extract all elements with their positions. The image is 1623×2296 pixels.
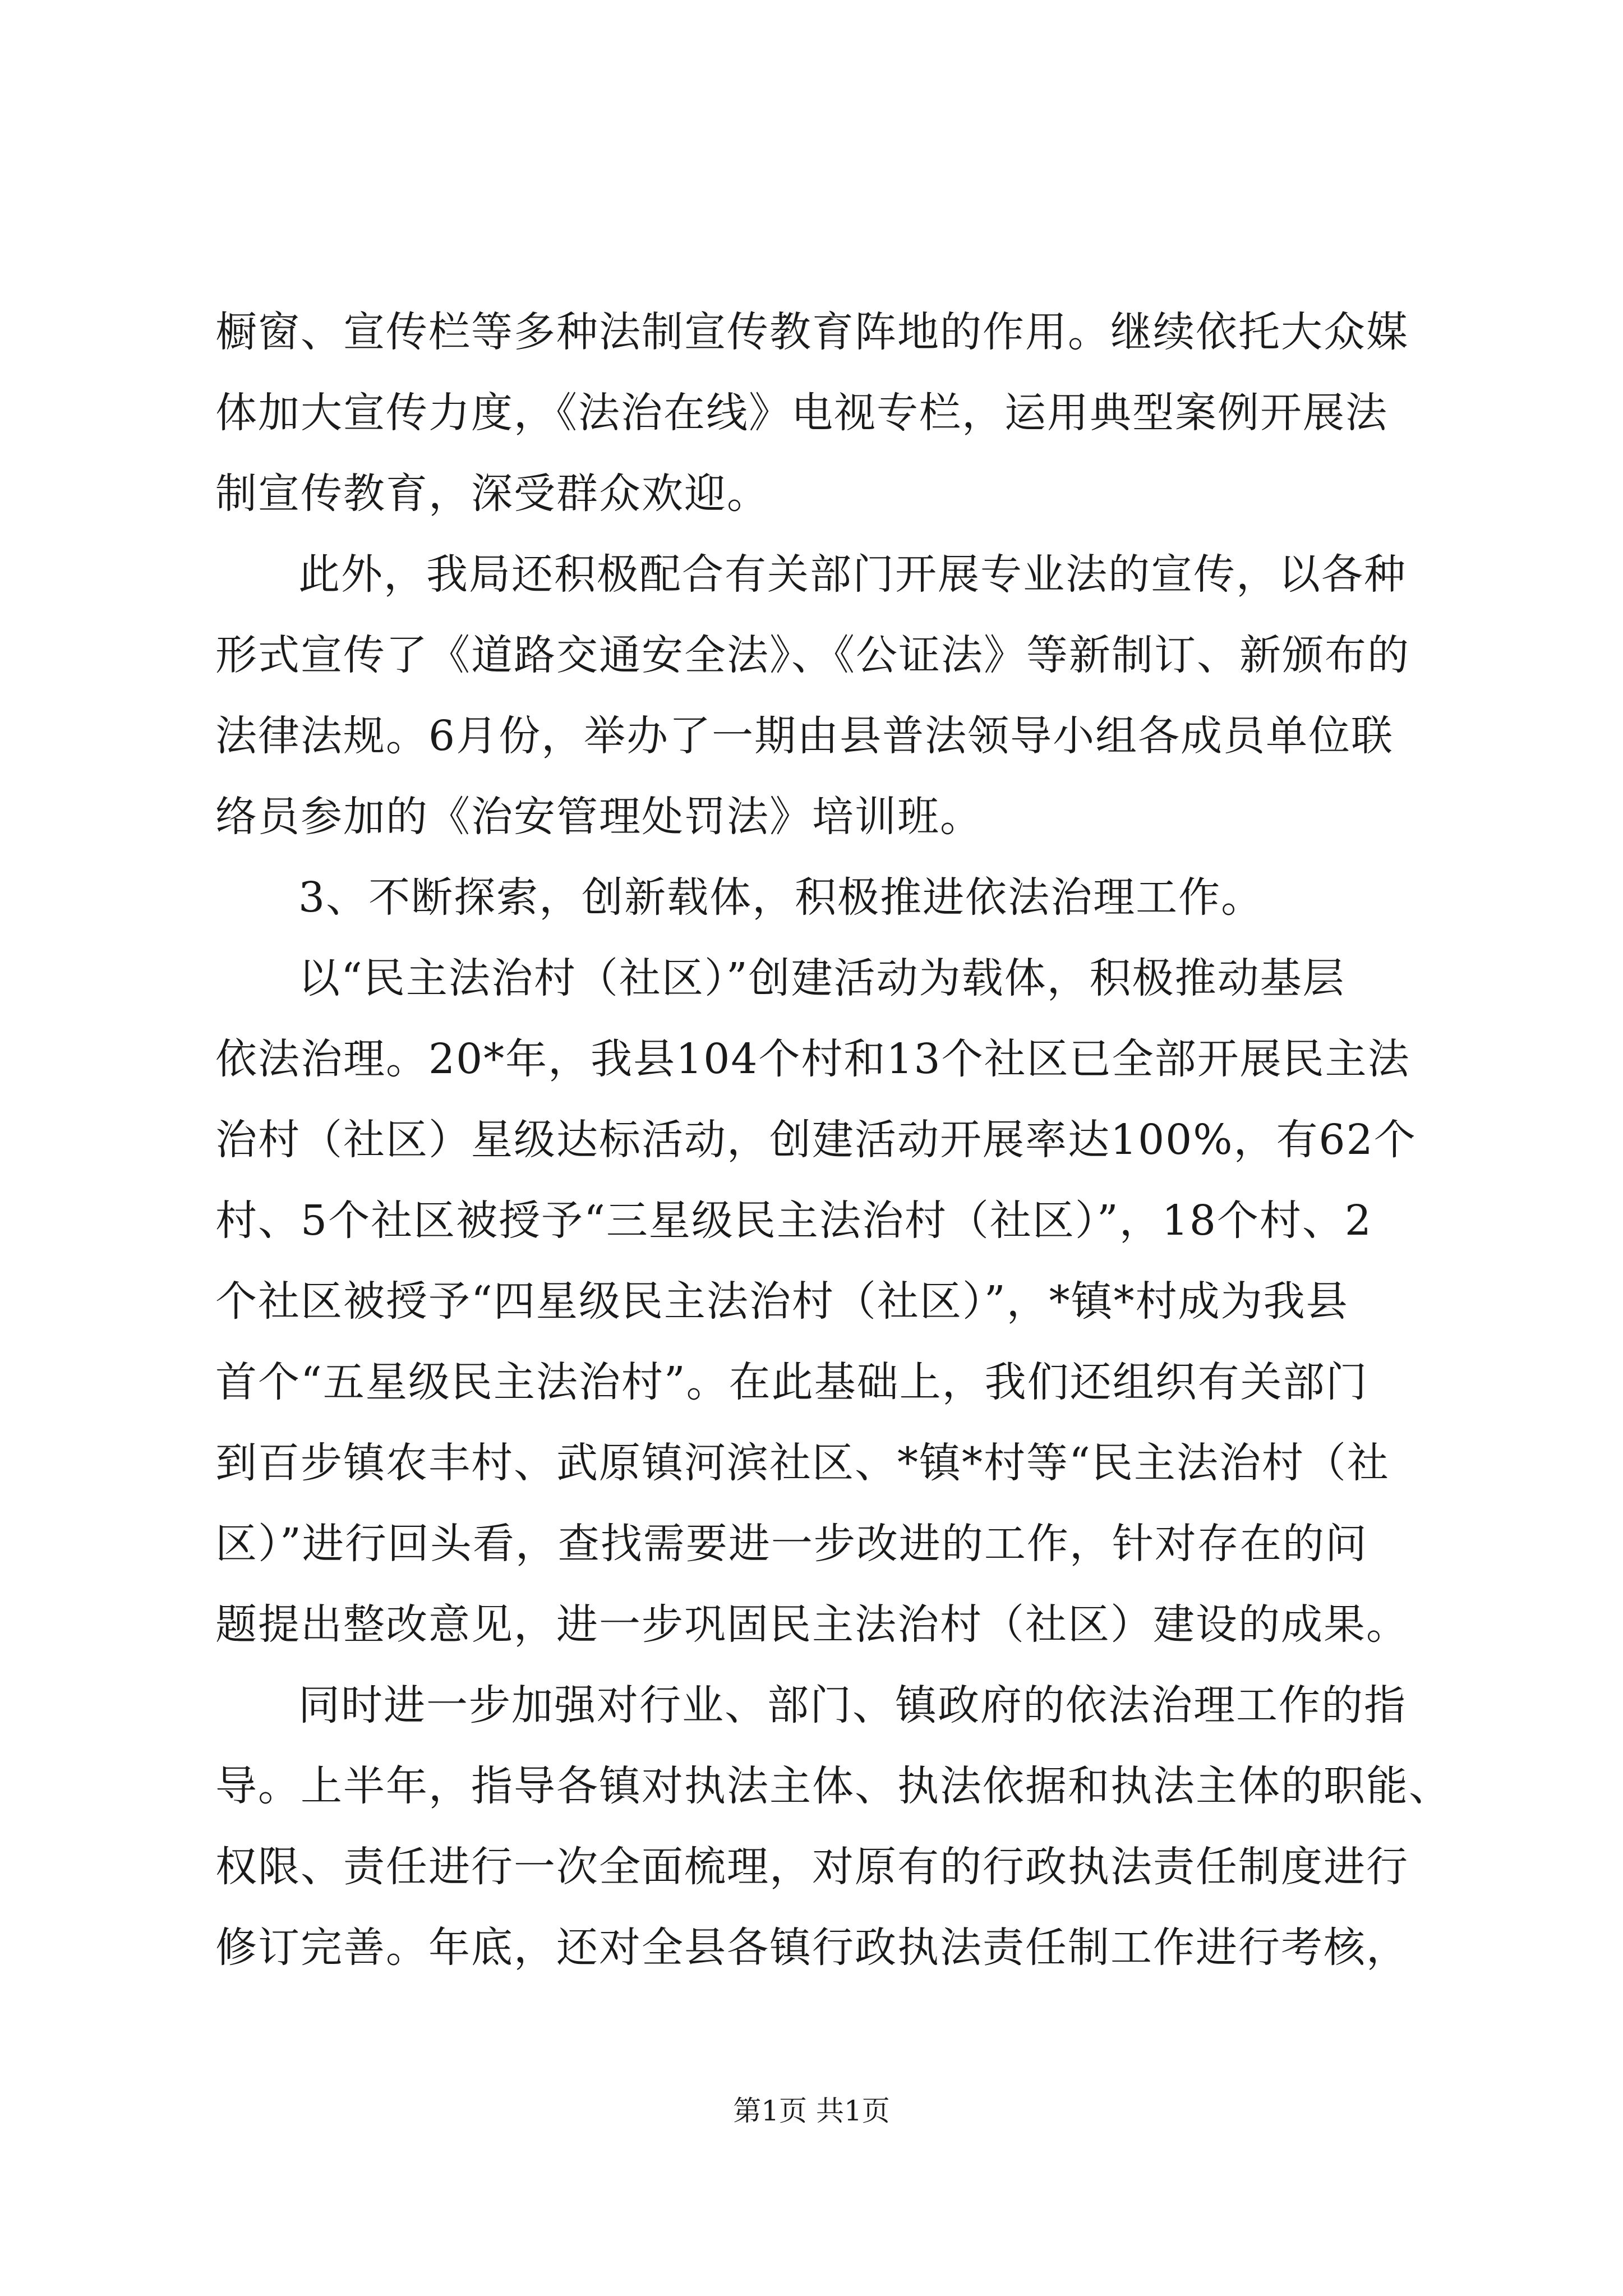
text-line: 形式宣传了《道路交通安全法》、《公证法》等新制订、新颁布的 bbox=[215, 631, 1410, 679]
text-line: 首个“五星级民主法治村”。在此基础上，我们还组织有关部门 bbox=[215, 1358, 1368, 1406]
page-footer: 第1页 共1页 bbox=[733, 2095, 890, 2127]
text-line: 同时进一步加强对行业、部门、镇政府的依法治理工作的指 bbox=[298, 1681, 1407, 1729]
text-line: 以“民主法治村（社区）”创建活动为载体，积极推动基层 bbox=[298, 954, 1345, 1002]
text-line: 依法治理。20*年，我县104个村和13个社区已全部开展民主法 bbox=[215, 1035, 1410, 1083]
text-line: 体加大宣传力度，《法治在线》电视专栏，运用典型案例开展法 bbox=[215, 389, 1388, 437]
text-line: 题提出整改意见，进一步巩固民主法治村（社区）建设的成果。 bbox=[215, 1600, 1409, 1649]
text-line: 此外，我局还积极配合有关部门开展专业法的宣传，以各种 bbox=[298, 550, 1407, 599]
text-line: 治村（社区）星级达标活动，创建活动开展率达100%，有62个 bbox=[215, 1116, 1417, 1164]
text-line: 区）”进行回头看，查找需要进一步改进的工作，针对存在的问 bbox=[215, 1520, 1368, 1568]
text-line: 到百步镇农丰村、武原镇河滨社区、*镇*村等“民主法治村（社 bbox=[215, 1439, 1390, 1487]
text-line: 3、不断探索，创新载体，积极推进依法治理工作。 bbox=[298, 873, 1264, 922]
text-line: 个社区被授予“四星级民主法治村（社区）”，*镇*村成为我县 bbox=[215, 1277, 1349, 1326]
text-line: 络员参加的《治安管理处罚法》培训班。 bbox=[215, 793, 983, 841]
text-line: 导。上半年，指导各镇对执法主体、执法依据和执法主体的职能、 bbox=[215, 1762, 1451, 1810]
text-line: 制宣传教育，深受群众欢迎。 bbox=[215, 470, 769, 518]
text-line: 村、5个社区被授予“三星级民主法治村（社区）”，18个村、2 bbox=[215, 1197, 1372, 1245]
document-body bbox=[215, 292, 1451, 1988]
text-line: 橱窗、宣传栏等多种法制宣传教育阵地的作用。继续依托大众媒 bbox=[215, 308, 1409, 356]
text-line: 法律法规。6月份，举办了一期由县普法领导小组各成员单位联 bbox=[215, 712, 1394, 760]
text-line: 权限、责任进行一次全面梳理，对原有的行政执法责任制度进行 bbox=[215, 1843, 1409, 1891]
text-line: 修订完善。年底，还对全县各镇行政执法责任制工作进行考核， bbox=[215, 1924, 1409, 1972]
